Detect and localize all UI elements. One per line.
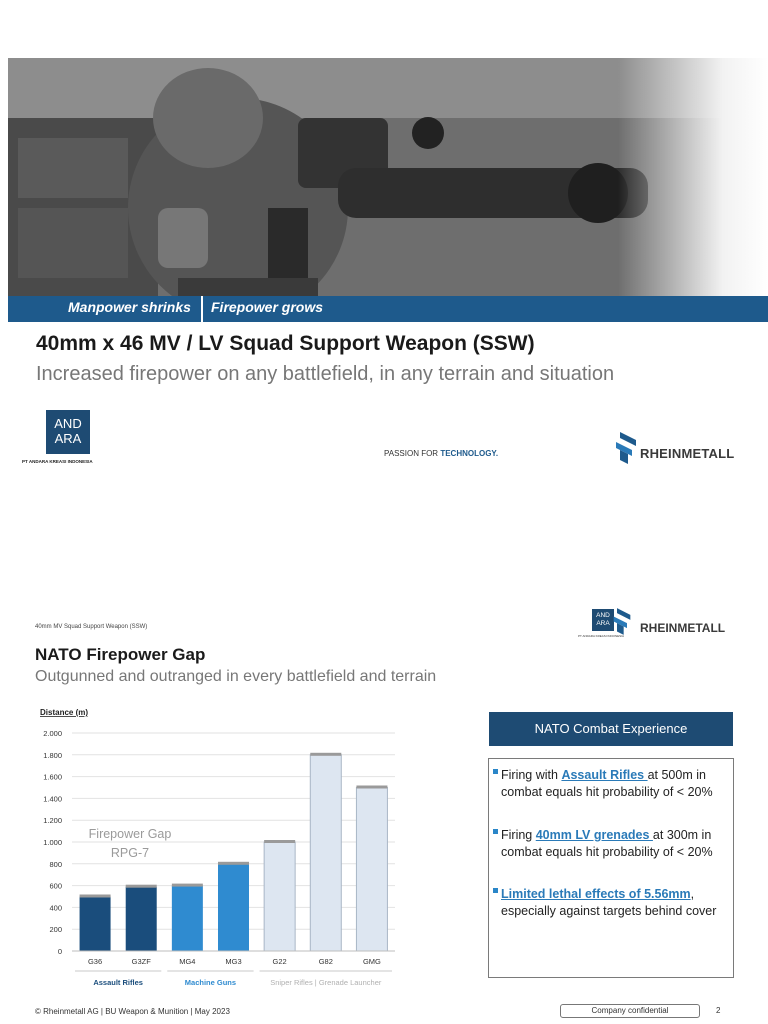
y-axis-label: Distance (m): [40, 708, 89, 717]
page-number: 2: [716, 1006, 721, 1015]
x-tick-label: G3ZF: [131, 957, 151, 966]
y-tick-label: 1.800: [43, 750, 62, 760]
y-tick-label: 1.000: [43, 838, 62, 847]
nce-header: NATO Combat Experience: [489, 712, 733, 746]
passion-prefix: PASSION FOR: [384, 449, 441, 458]
andara-logo-bottom: ARA: [54, 431, 82, 446]
andara-logo-top: AND: [54, 416, 82, 431]
annotation-rpg7: RPG-7: [110, 846, 150, 860]
nce-item-2-post: at 300m in combat equals hit probability of < 20%: [501, 828, 713, 859]
nce-item-1-link[interactable]: Assault Rifles: [561, 768, 648, 782]
y-tick-label: 200: [49, 925, 62, 935]
x-tick-label: MG4: [179, 957, 196, 966]
andara-logo-small-top: AND: [596, 612, 610, 619]
nce-item-1-pre: Firing with: [501, 768, 562, 782]
bar-MG3: [218, 864, 249, 951]
andara-logo: [46, 410, 90, 454]
nce-item-1-post: at 500m in combat equals hit probability of < 20%: [501, 768, 713, 799]
rheinmetall-wordmark: RHEINMETALL: [640, 446, 735, 461]
y-tick-label: 800: [49, 859, 62, 869]
bar-cap: [172, 884, 203, 887]
andara-logo-small-bottom: ARA: [596, 619, 610, 627]
bar-cap: [356, 786, 387, 789]
y-tick-label: 400: [49, 903, 62, 913]
slide-title: 40mm x 46 MV / LV Squad Support Weapon (SSW): [36, 332, 535, 355]
y-tick-label: 1.200: [43, 816, 62, 826]
annotation-firepower-gap: Firepower Gap: [88, 827, 172, 841]
group-label: Machine Guns: [184, 978, 237, 987]
nce-item-1: [501, 767, 723, 800]
distance-bar-chart: [30, 707, 410, 997]
title-slide: [0, 56, 768, 496]
tagline-banner: [8, 296, 768, 322]
bar-cap: [218, 862, 249, 865]
nce-item-3-link[interactable]: Limited lethal effects of 5.56mm: [501, 887, 691, 901]
nce-box: [488, 758, 734, 978]
y-tick-label: 0: [57, 947, 62, 956]
confidential-label: Company confidential: [560, 1004, 700, 1018]
bar-cap: [310, 753, 341, 756]
banner-divider: [201, 296, 203, 322]
firepower-gap-slide: [0, 595, 768, 1024]
rheinmetall-logo-icon: [614, 432, 638, 464]
slide-title: NATO Firepower Gap: [35, 645, 206, 664]
slide-header-label: 40mm MV Squad Support Weapon (SSW): [35, 624, 148, 630]
bar-cap: [126, 885, 157, 888]
x-tick-label: GMG: [362, 957, 381, 966]
bar-cap: [264, 840, 295, 843]
y-tick-label: 2.000: [43, 729, 62, 738]
hero-fade: [618, 58, 768, 296]
x-tick-label: G82: [318, 957, 333, 966]
andara-caption-small: PT ANDARA KREASI INDONESIA: [578, 634, 624, 638]
rheinmetall-logo-small-icon: [612, 608, 632, 635]
x-tick-label: MG3: [225, 957, 242, 966]
andara-logo-small: [592, 609, 614, 631]
x-tick-label: G36: [87, 957, 103, 966]
bullet-icon: [493, 769, 498, 774]
nce-item-2: [501, 827, 723, 860]
group-label: Sniper Rifles | Grenade Launcher: [270, 978, 382, 987]
nce-item-2-pre: Firing: [501, 828, 536, 842]
hero-image: [8, 58, 768, 296]
bar-G22: [264, 842, 295, 951]
footer-text: © Rheinmetall AG | BU Weapon & Munition | May 2023: [35, 1007, 230, 1016]
banner-right-text: Firepower grows: [211, 299, 324, 315]
bar-cap: [80, 895, 111, 898]
slide-subtitle: Outgunned and outranged in every battlefield and terrain: [35, 668, 437, 685]
bullet-icon: [493, 888, 498, 893]
y-tick-label: 1.400: [43, 794, 62, 804]
slide-subtitle: Increased firepower on any battlefield, in any terrain and situation: [36, 363, 615, 385]
y-tick-label: 1.600: [43, 772, 62, 782]
andara-caption: PT ANDARA KREASI INDONESIA: [22, 459, 93, 464]
group-label: Assault Rifles: [93, 978, 143, 987]
nce-item-2-link[interactable]: 40mm LV grenades: [535, 828, 653, 842]
bar-G36: [80, 897, 111, 952]
bar-G82: [310, 755, 341, 951]
x-tick-label: G22: [272, 957, 287, 966]
nce-item-3: [501, 886, 723, 919]
bar-GMG: [356, 788, 387, 952]
banner-left-text: Manpower shrinks: [68, 299, 191, 315]
nce-item-3-post: , especially against targets behind cover: [501, 887, 717, 918]
bar-G3ZF: [126, 887, 157, 951]
bar-MG4: [172, 886, 203, 951]
passion-strong: TECHNOLOGY.: [440, 449, 499, 458]
rheinmetall-wordmark-small: RHEINMETALL: [640, 621, 726, 635]
bullet-icon: [493, 829, 498, 834]
y-tick-label: 600: [49, 881, 62, 891]
passion-tagline: [384, 449, 498, 458]
